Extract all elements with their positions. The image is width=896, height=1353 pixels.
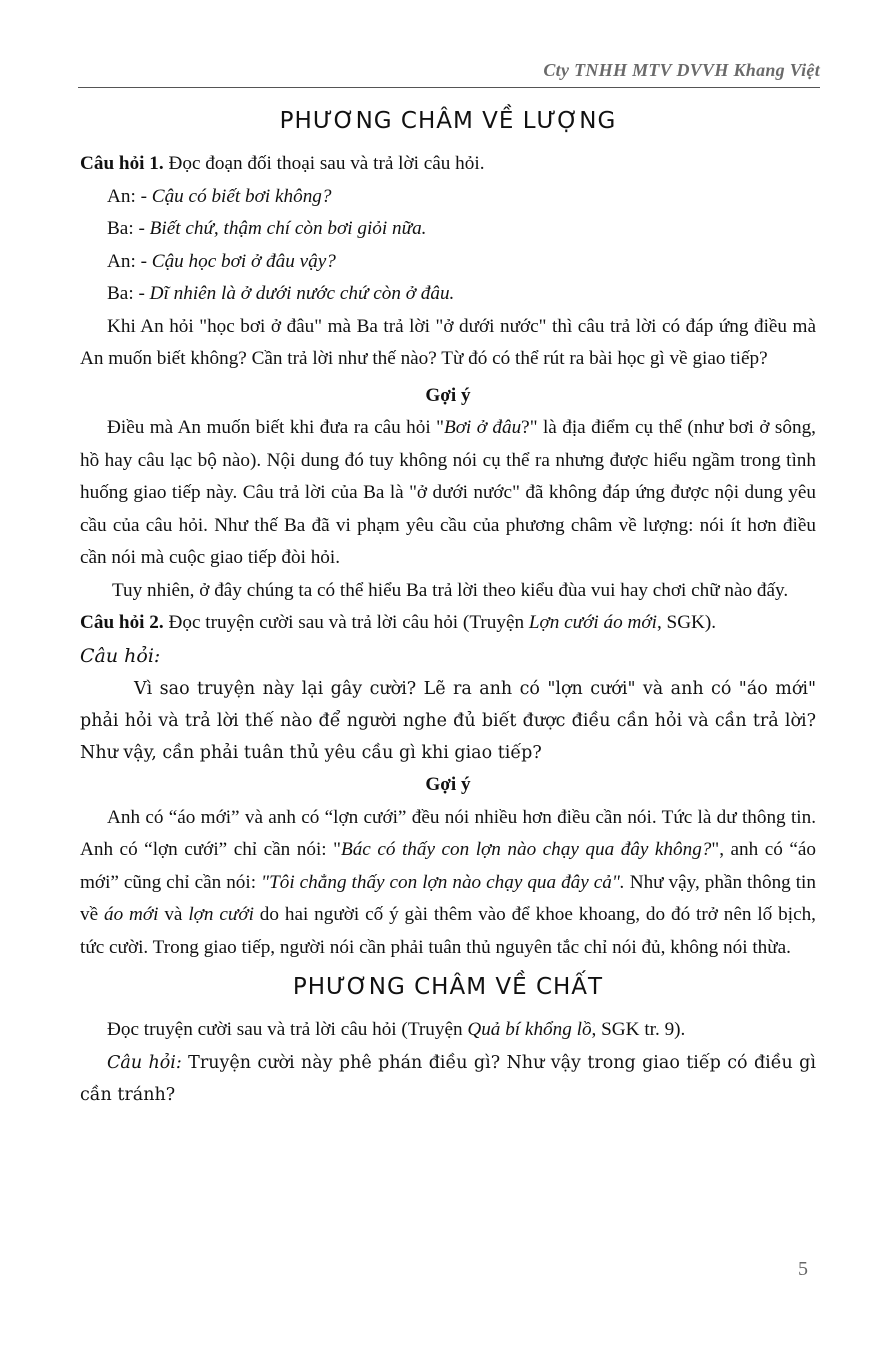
page-number: 5 — [798, 1258, 808, 1280]
hint-heading: Gợi ý — [425, 774, 471, 795]
question-1-prompt: Khi An hỏi "học bơi ở đâu" mà Ba trả lời "ở dưới nước" thì câu trả lời có đáp ứng điều mà An muốn biết không? Cần trả lời như thế nào? Từ đó có thể rút ra bài học gì về giao tiếp? — [80, 315, 816, 369]
question-2: Câu hỏi 2. Đọc truyện cười sau và trả lời câu hỏi (Truyện Lợn cưới áo mới, SGK). — [80, 612, 717, 633]
dialogue-speaker: An: - — [107, 185, 152, 207]
question-1-text: Đọc đoạn đối thoại sau và trả lời câu hỏi. — [163, 153, 485, 174]
question-2-sublabel: Câu hỏi: — [80, 644, 161, 667]
dialogue-speaker: Ba: - — [107, 283, 150, 304]
dialogue-text: Cậu học bơi ở đâu vậy? — [151, 250, 336, 272]
section-2-question: Câu hỏi: Truyện cười này phê phán điều gì? Như vậy trong giao tiếp có điều gì cần tránh? — [80, 1052, 816, 1105]
page-content — [80, 100, 816, 1111]
section-title-quantity: PHƯƠNG CHÂM VỀ LƯỢNG — [279, 108, 617, 134]
hint-2-paragraph: Anh có “áo mới” và anh có “lợn cưới” đều nói nhiều hơn điều cần nói. Tức là dư thông tin. Anh có “lợn cưới” chỉ cần nói: "Bác có thấy con lợn nào chạy qua đây không?", anh có “áo mới” cũng chỉ cần nói: "Tôi chẳng thấy con lợn nào chạy qua đây cả". Như vậy, phần thông tin về áo mới và lợn cưới do hai người cố ý gài thêm vào để khoe khoang, do đó trở nên lố bịch, tức cười. Trong giao tiếp, người nói cần phải tuân thủ nguyên tắc chỉ nói đủ, không nói thừa. — [80, 806, 816, 958]
header-divider — [78, 87, 820, 88]
question-1 — [80, 148, 816, 181]
dialogue-speaker: Ba: - — [107, 218, 150, 239]
dialogue-line — [80, 181, 816, 214]
dialogue-text: Dĩ nhiên là ở dưới nước chứ còn ở đâu. — [149, 283, 455, 304]
section-2-intro: Đọc truyện cười sau và trả lời câu hỏi (Truyện Quả bí khổng lồ, SGK tr. 9). — [107, 1019, 686, 1040]
hint-1-paragraph: Điều mà An muốn biết khi đưa ra câu hỏi "Bơi ở đâu?" là địa điểm cụ thể (như bơi ở sông, hồ hay câu lạc bộ nào). Nội dung đó tuy không nói cụ thể ra nhưng được hiểu ngầm trong tình huống giao tiếp này. Câu trả lời của Ba là "ở dưới nước" đã không đáp ứng được nội dung yêu cầu của câu hỏi. Như thế Ba đã vi phạm yêu cầu của phương châm về lượng: nói ít hơn điều cần nói mà cuộc giao tiếp đòi hỏi. — [80, 417, 816, 568]
dialogue-line — [80, 246, 816, 279]
question-1-label: Câu hỏi 1. — [80, 153, 164, 174]
dialogue-line — [80, 213, 816, 246]
dialogue-text: Biết chứ, thậm chí còn bơi giỏi nữa. — [149, 218, 427, 239]
dialogue-text: Cậu có biết bơi không? — [151, 185, 332, 207]
dialogue-speaker: An: - — [107, 250, 152, 272]
publisher-header: Cty TNHH MTV DVVH Khang Việt — [543, 60, 820, 80]
question-2-prompt: Vì sao truyện này lại gây cười? Lẽ ra anh có "lợn cưới" và anh có "áo mới" phải hỏi và trả lời thế nào để người nghe đủ biết được điều cần hỏi và cần trả lời? Như vậy, cần phải tuân thủ yêu cầu gì khi giao tiếp? — [80, 679, 816, 763]
dialogue-line — [80, 278, 816, 311]
hint-1-note: Tuy nhiên, ở đây chúng ta có thể hiểu Ba trả lời theo kiểu đùa vui hay chơi chữ nào đấy. — [112, 579, 789, 601]
hint-heading: Gợi ý — [425, 384, 471, 406]
question-2-label: Câu hỏi 2. — [80, 612, 164, 633]
section-title-quality: PHƯƠNG CHÂM VỀ CHẤT — [292, 974, 604, 1000]
